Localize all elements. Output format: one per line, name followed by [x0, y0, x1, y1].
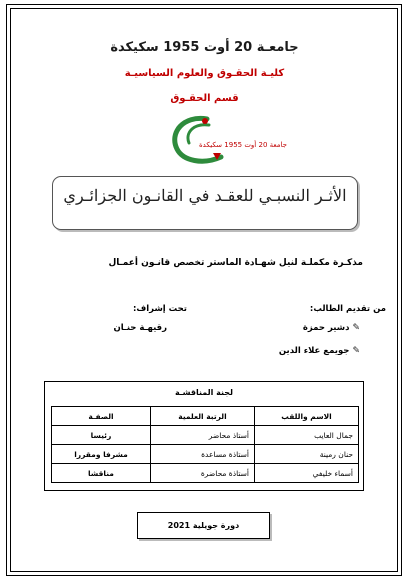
supervisor-label: تحت إشراف:: [132, 304, 187, 314]
member-rank: أستاذة مساعدة: [151, 445, 255, 464]
table-row: [52, 464, 359, 483]
session-label: دورة جويلية 2021: [167, 521, 240, 530]
committee-table: [51, 406, 359, 483]
table-row: [52, 426, 359, 445]
member-rank: أستاذ محاضر: [151, 426, 255, 445]
student-item: [303, 323, 360, 333]
member-name: أسماء خليفي: [255, 464, 359, 483]
member-name: حنان رمينة: [255, 445, 359, 464]
session-box: [137, 512, 270, 539]
column-header: الرتبة العلمية: [151, 407, 255, 426]
bullet-icon: ✎: [352, 323, 360, 333]
memo-description: مذكـرة مكملـة لنيل شهـادة الماستر تخصص قانـون أعمـال: [108, 258, 363, 268]
committee-panel: [44, 381, 364, 491]
student-name: جويمع علاء الدين: [278, 346, 350, 356]
column-header: الاسم واللقب: [255, 407, 359, 426]
university-name: جامعـة 20 أوت 1955 سكيكدة: [110, 40, 299, 55]
member-role: مشرفا ومقررا: [52, 445, 151, 464]
bullet-icon: ✎: [352, 346, 360, 356]
students-label: من تقديم الطالب:: [309, 304, 386, 314]
student-name: دشير حمزة: [302, 323, 350, 333]
member-role: رئيسا: [52, 426, 151, 445]
thesis-title: الأثـر النسبـي للعقـد في القانـون الجزائـري: [63, 185, 347, 205]
faculty-name: كليـة الحقـوق والعلوم السياسيـة: [124, 68, 285, 79]
member-role: مناقشا: [52, 464, 151, 483]
student-item: [279, 346, 360, 356]
table-row: [52, 445, 359, 464]
thesis-title-box: [52, 176, 358, 230]
table-header-row: [52, 407, 359, 426]
column-header: الصفـة: [52, 407, 151, 426]
member-name: جمال العايب: [255, 426, 359, 445]
university-logo: [163, 113, 287, 167]
logo-caption: جامعة 20 أوت 1955 سكيكدة: [199, 141, 287, 149]
supervisor-name: رقيهـة حنـان: [113, 323, 167, 333]
logo-dot: [202, 118, 208, 124]
department-name: قسم الحقـوق: [170, 93, 239, 104]
member-rank: أستاذة محاضرة: [151, 464, 255, 483]
committee-title: لجنة المناقشـة: [174, 388, 233, 397]
